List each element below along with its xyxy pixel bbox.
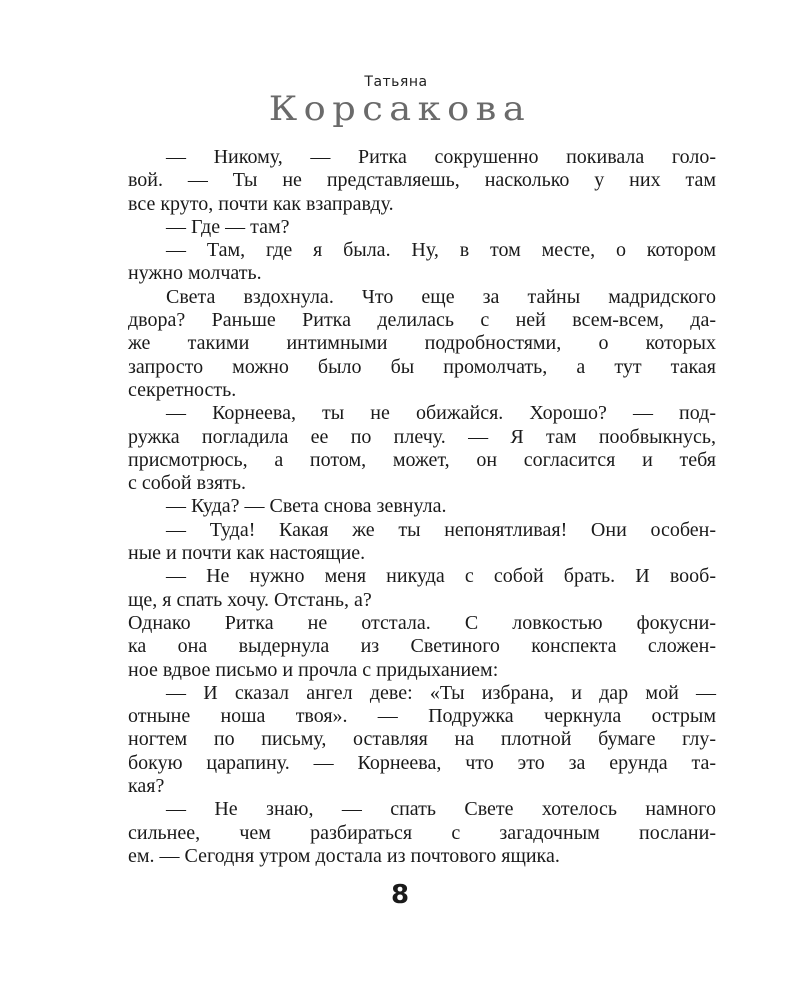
- page-number: 8: [390, 880, 410, 910]
- paragraph: [128, 286, 716, 402]
- text-line: — И сказал ангел деве: «Ты избрана, и дар мой —: [166, 681, 716, 704]
- text-line: с собой взять.: [128, 472, 247, 495]
- text-line: сильнее, чем разбираться с загадочным послани-: [128, 821, 716, 844]
- text-line: — Там, где я была. Ну, в том месте, о котором: [166, 239, 716, 262]
- text-line: все круто, почти как взаправду.: [128, 192, 394, 215]
- paragraph: [128, 216, 716, 239]
- running-header: [0, 74, 800, 128]
- paragraph: [128, 239, 716, 286]
- text-line: ка она выдернула из Светиного конспекта сложен-: [128, 635, 716, 658]
- text-line: секретность.: [128, 378, 237, 401]
- book-text: [128, 146, 716, 868]
- text-line: отныне ноша твоя». — Подружка черкнула острым: [128, 705, 716, 728]
- text-line: запросто можно было бы промолчать, а тут такая: [128, 355, 716, 378]
- text-line: — Не нужно меня никуда с собой брать. И вооб-: [166, 565, 716, 588]
- text-line: ще, я спать хочу. Отстань, а?: [128, 588, 372, 611]
- text-line: ное вдвое письмо и прочла с придыханием:: [128, 658, 499, 681]
- paragraph: [128, 402, 716, 495]
- text-line: кая?: [128, 775, 165, 798]
- paragraph: [128, 146, 716, 216]
- paragraph: [128, 798, 716, 868]
- author-last-name: Корсакова: [268, 89, 532, 129]
- text-line: ем. — Сегодня утром достала из почтового ящика.: [128, 844, 560, 867]
- text-line: присмотрюсь, а потом, может, он согласится и тебя: [128, 448, 716, 471]
- text-line: ружка погладила ее по плечу. — Я там пообвыкнусь,: [128, 425, 716, 448]
- text-line: нужно молчать.: [128, 262, 262, 285]
- paragraph: [128, 495, 716, 518]
- paragraph: [128, 682, 716, 798]
- text-line: бокую царапину. — Корнеева, что это за ерунда та-: [128, 751, 716, 774]
- paragraph: [128, 612, 716, 682]
- text-line: Однако Ритка не отстала. С ловкостью фокусни-: [128, 611, 716, 634]
- text-line: Света вздохнула. Что еще за тайны мадридского: [166, 285, 716, 308]
- author-first-name: Татьяна: [364, 74, 428, 90]
- text-line: ные и почти как настоящие.: [128, 542, 366, 565]
- text-line: двора? Раньше Ритка делилась с ней всем-всем, да-: [128, 309, 716, 332]
- text-line: — Не знаю, — спать Свете хотелось намного: [166, 798, 716, 821]
- text-line: — Никому, — Ритка сокрушенно покивала голо-: [166, 146, 716, 168]
- text-line: ногтем по письму, оставляя на плотной бумаге глу-: [128, 728, 716, 751]
- text-line: — Где — там?: [166, 215, 290, 238]
- paragraph: [128, 519, 716, 566]
- text-line: вой. — Ты не представляешь, насколько у них там: [128, 169, 716, 192]
- text-line: — Туда! Какая же ты непонятливая! Они особен-: [166, 518, 716, 541]
- paragraph: [128, 565, 716, 612]
- text-line: — Корнеева, ты не обижайся. Хорошо? — под-: [166, 402, 716, 425]
- text-line: — Куда? — Света снова зевнула.: [166, 495, 447, 518]
- text-line: же такими интимными подробностями, о которых: [128, 332, 716, 355]
